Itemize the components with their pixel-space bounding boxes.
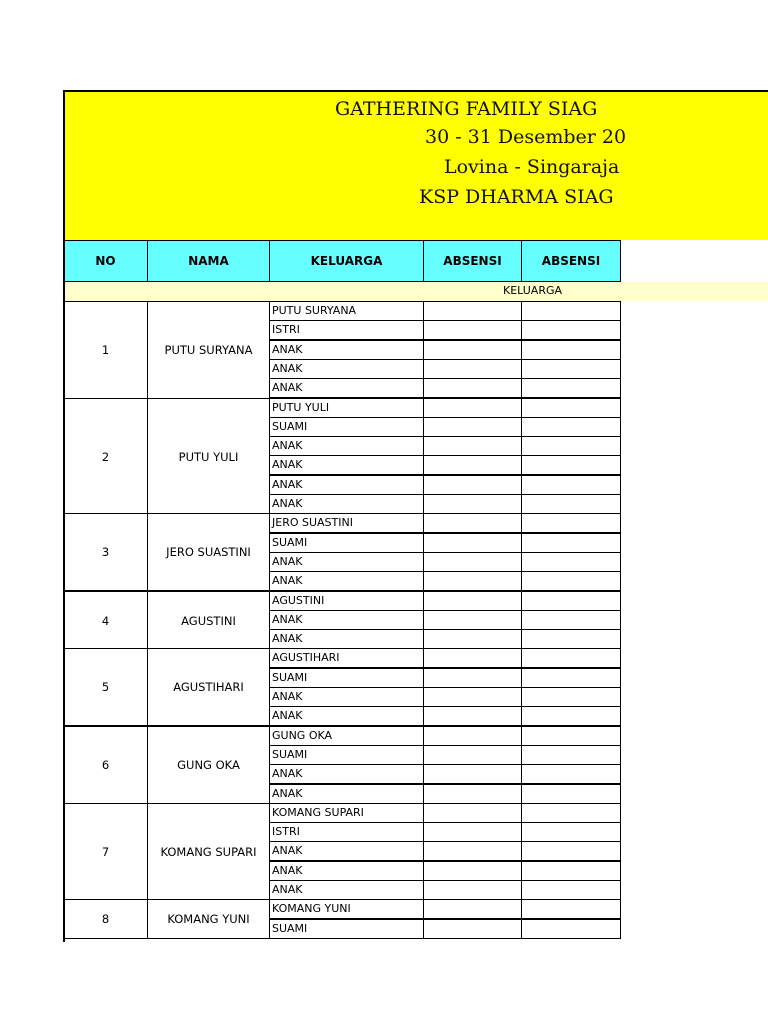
header-nama: NAMA — [147, 240, 270, 282]
keluarga-cell: ANAK — [269, 494, 424, 514]
keluarga-cell: ANAK — [269, 455, 424, 475]
absensi-cell-2 — [521, 398, 621, 418]
title-line-3: Lovina - Singaraja — [444, 156, 620, 178]
subheader-keluarga: KELUARGA — [503, 284, 563, 297]
absensi-cell-2 — [521, 533, 621, 553]
row-no: 6 — [63, 726, 148, 804]
absensi-cell-2 — [521, 455, 621, 475]
absensi-cell-2 — [521, 668, 621, 688]
left-border — [63, 90, 65, 942]
absensi-cell-1 — [423, 668, 522, 688]
row-nama: JERO SUASTINI — [147, 513, 270, 591]
absensi-cell-2 — [521, 648, 621, 668]
row-no: 8 — [63, 899, 148, 939]
row-nama: PUTU YULI — [147, 398, 270, 515]
absensi-cell-2 — [521, 475, 621, 495]
absensi-cell-1 — [423, 320, 522, 340]
keluarga-cell: ANAK — [269, 340, 424, 360]
title-band — [63, 90, 768, 240]
header-keluarga: KELUARGA — [269, 240, 424, 282]
keluarga-cell: KOMANG SUPARI — [269, 803, 424, 823]
absensi-cell-1 — [423, 803, 522, 823]
row-no: 1 — [63, 301, 148, 399]
row-no: 2 — [63, 398, 148, 515]
absensi-cell-1 — [423, 880, 522, 900]
absensi-cell-2 — [521, 687, 621, 707]
row-nama: AGUSTINI — [147, 591, 270, 650]
keluarga-cell: ANAK — [269, 359, 424, 379]
keluarga-cell: ISTRI — [269, 320, 424, 340]
keluarga-cell: ANAK — [269, 861, 424, 881]
absensi-cell-2 — [521, 745, 621, 765]
absensi-cell-1 — [423, 513, 522, 533]
keluarga-cell: ISTRI — [269, 822, 424, 842]
keluarga-cell: ANAK — [269, 436, 424, 456]
keluarga-cell: ANAK — [269, 378, 424, 398]
absensi-cell-2 — [521, 359, 621, 379]
keluarga-cell: KOMANG YUNI — [269, 899, 424, 919]
keluarga-cell: ANAK — [269, 571, 424, 591]
absensi-cell-2 — [521, 764, 621, 784]
absensi-cell-2 — [521, 417, 621, 437]
row-nama: KOMANG YUNI — [147, 899, 270, 939]
absensi-cell-2 — [521, 861, 621, 881]
absensi-cell-1 — [423, 745, 522, 765]
keluarga-cell: SUAMI — [269, 745, 424, 765]
row-nama: KOMANG SUPARI — [147, 803, 270, 901]
absensi-cell-2 — [521, 436, 621, 456]
absensi-cell-2 — [521, 803, 621, 823]
absensi-cell-2 — [521, 726, 621, 746]
absensi-cell-2 — [521, 591, 621, 611]
absensi-cell-1 — [423, 784, 522, 804]
keluarga-cell: GUNG OKA — [269, 726, 424, 746]
keluarga-cell: ANAK — [269, 841, 424, 861]
keluarga-cell: ANAK — [269, 706, 424, 726]
absensi-cell-1 — [423, 648, 522, 668]
absensi-cell-1 — [423, 687, 522, 707]
keluarga-cell: AGUSTINI — [269, 591, 424, 611]
keluarga-cell: ANAK — [269, 764, 424, 784]
row-nama: PUTU SURYANA — [147, 301, 270, 399]
absensi-cell-2 — [521, 494, 621, 514]
absensi-cell-1 — [423, 706, 522, 726]
absensi-cell-1 — [423, 398, 522, 418]
absensi-cell-2 — [521, 378, 621, 398]
row-nama: GUNG OKA — [147, 726, 270, 804]
keluarga-cell: ANAK — [269, 475, 424, 495]
absensi-cell-1 — [423, 919, 522, 939]
row-nama: AGUSTIHARI — [147, 648, 270, 726]
absensi-cell-1 — [423, 475, 522, 495]
absensi-cell-1 — [423, 591, 522, 611]
keluarga-cell: SUAMI — [269, 417, 424, 437]
absensi-cell-1 — [423, 340, 522, 360]
keluarga-cell: ANAK — [269, 784, 424, 804]
absensi-cell-1 — [423, 455, 522, 475]
subheader-band — [63, 282, 768, 301]
absensi-cell-1 — [423, 764, 522, 784]
absensi-cell-2 — [521, 610, 621, 630]
absensi-cell-1 — [423, 726, 522, 746]
absensi-cell-2 — [521, 784, 621, 804]
absensi-cell-2 — [521, 880, 621, 900]
title-line-4: KSP DHARMA SIAG — [419, 186, 614, 208]
absensi-cell-2 — [521, 629, 621, 649]
absensi-cell-1 — [423, 436, 522, 456]
absensi-cell-2 — [521, 320, 621, 340]
keluarga-cell: PUTU SURYANA — [269, 301, 424, 321]
absensi-cell-2 — [521, 706, 621, 726]
absensi-cell-1 — [423, 861, 522, 881]
keluarga-cell: SUAMI — [269, 919, 424, 939]
absensi-cell-2 — [521, 301, 621, 321]
row-no: 4 — [63, 591, 148, 650]
keluarga-cell: ANAK — [269, 687, 424, 707]
absensi-cell-1 — [423, 301, 522, 321]
absensi-cell-1 — [423, 533, 522, 553]
absensi-cell-1 — [423, 629, 522, 649]
keluarga-cell: ANAK — [269, 610, 424, 630]
absensi-cell-1 — [423, 822, 522, 842]
keluarga-cell: ANAK — [269, 880, 424, 900]
keluarga-cell: PUTU YULI — [269, 398, 424, 418]
absensi-cell-1 — [423, 552, 522, 572]
absensi-cell-2 — [521, 841, 621, 861]
absensi-cell-2 — [521, 571, 621, 591]
header-absensi-1: ABSENSI — [423, 240, 522, 282]
absensi-cell-2 — [521, 340, 621, 360]
absensi-cell-1 — [423, 494, 522, 514]
absensi-cell-1 — [423, 841, 522, 861]
absensi-cell-2 — [521, 899, 621, 919]
keluarga-cell: ANAK — [269, 629, 424, 649]
absensi-cell-1 — [423, 378, 522, 398]
absensi-cell-2 — [521, 552, 621, 572]
absensi-cell-2 — [521, 919, 621, 939]
row-no: 5 — [63, 648, 148, 726]
absensi-cell-1 — [423, 610, 522, 630]
absensi-cell-1 — [423, 359, 522, 379]
absensi-cell-2 — [521, 513, 621, 533]
title-line-1: GATHERING FAMILY SIAG — [335, 98, 598, 120]
keluarga-cell: AGUSTIHARI — [269, 648, 424, 668]
header-no: NO — [63, 240, 148, 282]
absensi-cell-1 — [423, 899, 522, 919]
keluarga-cell: SUAMI — [269, 668, 424, 688]
keluarga-cell: JERO SUASTINI — [269, 513, 424, 533]
keluarga-cell: ANAK — [269, 552, 424, 572]
absensi-cell-1 — [423, 571, 522, 591]
keluarga-cell: SUAMI — [269, 533, 424, 553]
absensi-cell-2 — [521, 822, 621, 842]
title-line-2: 30 - 31 Desember 20 — [425, 126, 627, 148]
row-no: 7 — [63, 803, 148, 901]
row-no: 3 — [63, 513, 148, 591]
header-absensi-2: ABSENSI — [521, 240, 621, 282]
absensi-cell-1 — [423, 417, 522, 437]
